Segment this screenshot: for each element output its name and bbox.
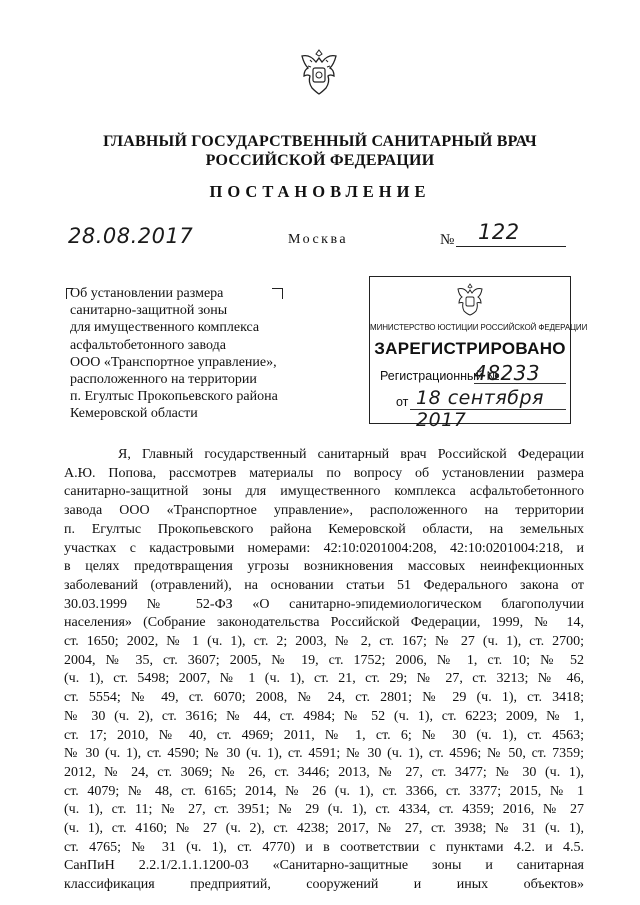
handwritten-date: 28.08.2017 <box>68 224 194 248</box>
subject-line: п. Егултыс Прокопьевского района <box>70 389 278 405</box>
body-line: 30.03.1999 № 52-ФЗ «О санитарно-эпидемиологическом благополучии <box>64 596 584 612</box>
stamp-coat-of-arms-icon <box>454 282 486 316</box>
body-line: (ч. 1), ст. 4160; № 27 (ч. 2), ст. 4238; 2017, № 27, ст. 3938; № 31 (ч. 1), <box>64 821 584 837</box>
registration-stamp <box>369 276 588 431</box>
body-line: СанПиН 2.2.1/2.1.1.1200-03 «Санитарно-защитные зоны и санитарная <box>64 858 584 874</box>
subject-line: санитарно-защитной зоны <box>70 303 228 319</box>
document-type-title: ПОСТАНОВЛЕНИЕ <box>209 182 431 201</box>
subject-line: асфальтобетонного завода <box>70 337 226 353</box>
body-line: классификация предприятий, сооружений и иных объектов» <box>64 877 584 893</box>
body-line: заболеваний (отравлений), на основании статьи 51 Федерального закона от <box>64 577 584 593</box>
body-line: (ч. 1), ст. 11; № 27, ст. 3951; № 29 (ч. 1), ст. 4334, ст. 4359; 2016, № 27 <box>64 802 584 818</box>
body-line: № 30 (ч. 2), ст. 3616; № 44, ст. 4984; № 52 (ч. 1), ст. 6223; 2009, № 1, <box>64 708 584 724</box>
number-underline <box>456 246 566 247</box>
subject-line: ООО «Транспортное управление», <box>70 354 277 370</box>
authority-line-1: ГЛАВНЫЙ ГОСУДАРСТВЕННЫЙ САНИТАРНЫЙ ВРАЧ <box>103 133 537 150</box>
body-line: (ч. 1), ст. 5498; 2007, № 1 (ч. 1), ст. 21, ст. 29; № 27, ст. 3213; № 46, <box>64 671 584 687</box>
coat-of-arms-icon <box>296 46 342 98</box>
body-line: ст. 5554; № 49, ст. 6070; 2008, № 24, ст. 2801; № 29 (ч. 1), ст. 3418; <box>64 690 584 706</box>
body-line: санитарно-защитной зоны для имущественного комплекса асфальтобетонного <box>64 484 584 500</box>
body-line: ст. 1650; 2002, № 1 (ч. 1), ст. 2; 2003, № 2, ст. 167; № 27 (ч. 1), ст. 2700; <box>64 634 584 650</box>
issuing-authority <box>0 132 640 170</box>
body-line: населения» (Собрание законодательства Российской Федерации, 1999, № 14, <box>64 615 584 631</box>
body-line: ст. 4079; № 48, ст. 6165; 2014, № 26 (ч. 1), ст. 3366, ст. 3377; 2015, № 1 <box>64 783 584 799</box>
number-label: № <box>440 232 455 248</box>
stamp-handwritten-reg-number: 48233 <box>474 361 541 385</box>
body-line: участках с кадастровыми номерами: 42:10:0201004:208, 42:10:0201004:218, и <box>64 540 584 556</box>
body-line: 2012, № 24, ст. 3069; № 26, ст. 3446; 2013, № 27, ст. 3477; № 30 (ч. 1), <box>64 764 584 780</box>
stamp-registered-label: ЗАРЕГИСТРИРОВАНО <box>374 339 566 358</box>
subject-line: расположенного на территории <box>70 372 257 388</box>
handwritten-document-number: 122 <box>478 220 520 244</box>
authority-line-2: РОССИЙСКОЙ ФЕДЕРАЦИИ <box>205 152 435 169</box>
stamp-handwritten-date: 18 сентября 2017 <box>416 387 544 431</box>
subject-line: Кемеровской области <box>70 406 198 422</box>
stamp-reg-number-label: Регистрационный № <box>380 369 500 383</box>
stamp-ministry-name: МИНИСТЕРСТВО ЮСТИЦИИ РОССИЙСКОЙ ФЕДЕРАЦИИ <box>370 323 588 332</box>
body-line: Я, Главный государственный санитарный врач Российской Федерации <box>118 447 584 462</box>
stamp-date-label: от <box>396 395 409 409</box>
body-line: № 30 (ч. 1), ст. 4590; № 30 (ч. 1), ст. 4591; № 30 (ч. 1), ст. 4596; № 50, ст. 7359; <box>64 746 584 762</box>
subject-line: Об установлении размера <box>70 286 224 301</box>
city-name: Москва <box>288 232 349 247</box>
body-line: завода ООО «Транспортное управление», расположенного на территории <box>64 503 584 519</box>
body-line: 2004, № 35, ст. 3607; 2005, № 19, ст. 1752; 2006, № 1, ст. 10; № 52 <box>64 652 584 668</box>
body-line: А.Ю. Попова, рассмотрев материалы по вопросу об установлении размера <box>64 465 584 481</box>
body-line: п. Егултыс Прокопьевского района Кемеровской области, на земельных <box>64 521 584 537</box>
body-line: ст. 17; 2010, № 40, ст. 4969; 2011, № 1, ст. 6; № 30 (ч. 1), ст. 4563; <box>64 727 584 743</box>
body-line: в целях предотвращения угрозы возникновения массовых неинфекционных <box>64 559 584 575</box>
body-line: ст. 4765; № 31 (ч. 1), ст. 4770) и в соответствии с пунктами 4.2. и 4.5. <box>64 839 584 855</box>
document-subject <box>70 285 300 423</box>
subject-line: для имущественного комплекса <box>70 320 260 336</box>
document-body <box>64 446 584 895</box>
